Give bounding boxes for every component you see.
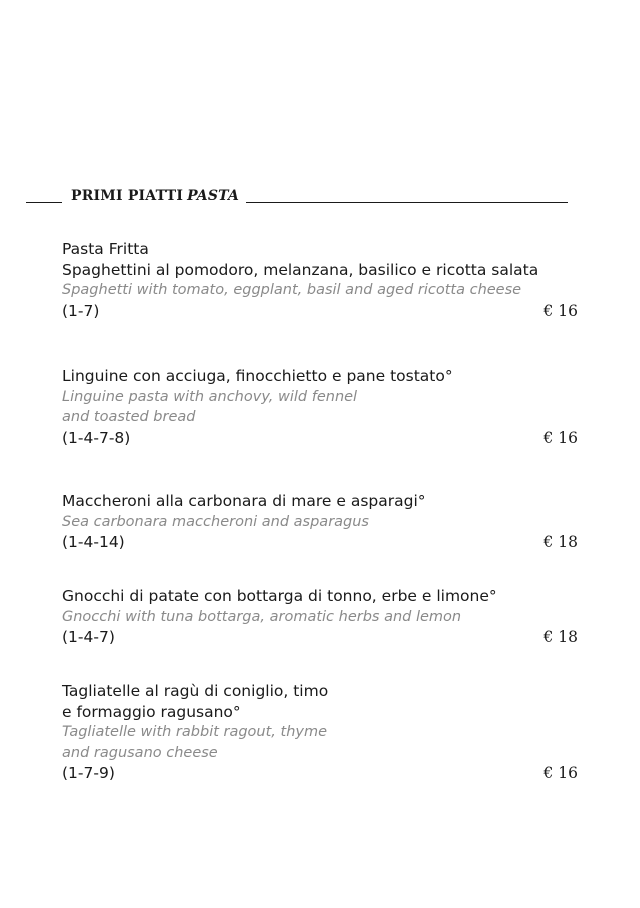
price: € 18 [543,533,578,551]
allergens: (1-7-9) [62,764,115,782]
dish-english: Linguine pasta with anchovy, wild fennel [62,388,358,405]
section-title [62,186,246,206]
allergen-price-row [62,532,580,553]
menu-item-tagliatelle [62,681,580,784]
price: € 16 [543,764,578,782]
allergen-price-row [62,428,580,449]
dish-english: Spaghetti with tomato, eggplant, basil and aged ricotta cheese [62,282,522,298]
allergens: (1-4-7-8) [62,428,131,447]
menu-item-linguine [62,366,580,449]
menu-item-gnocchi [62,586,580,648]
price: € 16 [543,301,578,320]
dish-english: Tagliatelle with rabbit ragout, thyme [62,724,328,740]
allergen-price-row [62,763,580,784]
dish-name: Gnocchi di patate con bottarga di tonno, erbe e limone° [62,587,497,605]
allergens: (1-4-14) [62,533,125,551]
price: € 18 [543,628,578,646]
dish-english: and ragusano cheese [62,744,218,761]
dish-description: Spaghettini al pomodoro, melanzana, basilico e ricotta salata [62,260,539,279]
menu-item-maccheroni [62,491,580,553]
section-title-text: PRIMI PIATTI [71,188,184,204]
dish-name: Tagliatelle al ragù di coniglio, timo [62,682,329,700]
header-rule-left [26,202,62,203]
menu-item-pasta-fritta [62,239,580,322]
dish-name-cont: e formaggio ragusano° [62,702,241,721]
header-rule-right [246,202,568,203]
price: € 16 [543,428,578,447]
dish-english: and toasted bread [62,409,196,425]
allergen-price-row [62,301,580,322]
dish-name: Linguine con acciuga, finocchietto e pane tostato° [62,367,453,385]
allergen-price-row [62,627,580,648]
dish-english: Sea carbonara maccheroni and asparagus [62,513,369,530]
section-title-italic: PASTA [187,188,240,204]
allergens: (1-7) [62,301,100,320]
dish-name: Pasta Fritta [62,240,149,258]
allergens: (1-4-7) [62,628,115,646]
section-header [26,186,568,206]
dish-name: Maccheroni alla carbonara di mare e asparagi° [62,492,426,510]
dish-english: Gnocchi with tuna bottarga, aromatic herbs and lemon [62,608,462,625]
